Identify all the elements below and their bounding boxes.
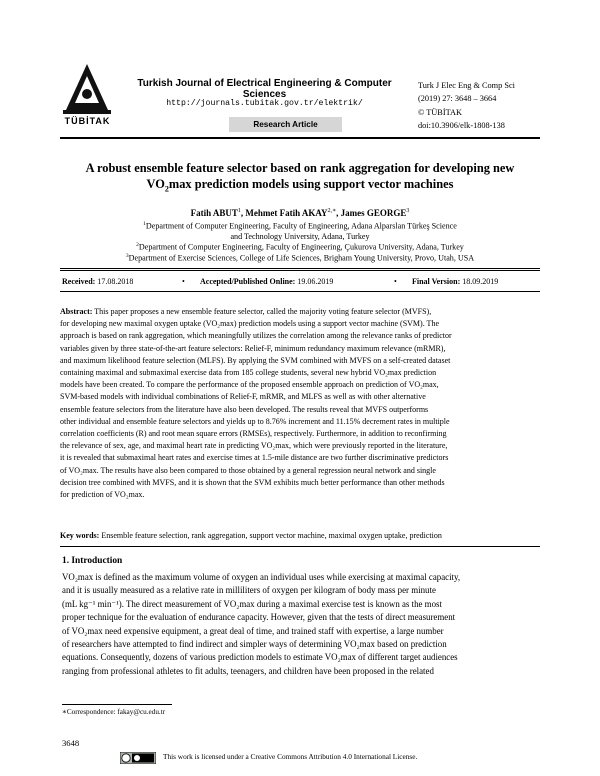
- body-line: and it is usually measured as a relative rate in milliliters of oxygen per kilogram of body mass per minute: [62, 585, 436, 596]
- body-line: of researchers have attempted to find indirect and simpler ways of determining VO₂max based on prediction: [62, 639, 447, 650]
- body-line: ranging from professional athletes to fit adults, teenagers, and children have been proposed in the related: [62, 665, 434, 676]
- citation: Turk J Elec Eng & Comp Sci: [418, 81, 515, 90]
- doi[interactable]: doi:10.3906/elk-1808-138: [418, 120, 505, 130]
- abstract-line: approach is based on rank aggregation, which meaningfully utilizes the correlation among the relevance ranks of predictor: [60, 331, 452, 341]
- dates-rule-bottom: [60, 291, 540, 292]
- volume-pages: (2019) 27: 3648 – 3664: [418, 94, 497, 104]
- accepted-date: Accepted/Published Online: 19.06.2019: [200, 277, 334, 286]
- abstract-line: models have been created. To compare the performance of the proposed ensemble approach on prediction of VO₂max,: [60, 380, 439, 390]
- keywords-rule: [60, 546, 540, 547]
- title-line-1: A robust ensemble feature selector based on rank aggregation for developing new: [85, 161, 515, 175]
- abstract-line: it is revealed that submaximal heart rates and exercise times at 1.5-mile distance are two further discriminative predictors: [60, 453, 449, 463]
- section-heading: 1. Introduction: [62, 556, 123, 566]
- affiliation-3: $^3$Department of Exercise Sciences, College of Life Sciences, Brigham Young University, Provo, Utah, USA: [125, 253, 475, 263]
- dates-rule-top-2: [60, 270, 540, 271]
- author-name: James GEORGE: [340, 208, 407, 218]
- body-line: proper technique for the evaluation of endurance capacity. However, given that the tests of direct measurement: [62, 612, 456, 623]
- publication-info: [418, 79, 568, 132]
- abstract-line: other individual and ensemble feature selectors and yields up to 8.76% increment and 11.15% decrement rates in multiple: [60, 416, 450, 426]
- affiliation-1: $^1$Department of Computer Engineering, Faculty of Engineering, Adana Alparslan Türkeş Science and Technology University, Adana, Turkey: [143, 221, 457, 241]
- intro-body: [62, 571, 540, 678]
- abstract-line: SVM-based models with individual combinations of Relief-F, mRMR, and MLFS as well as with other alternative: [60, 392, 426, 402]
- journal-name: Turkish Journal of Electrical Engineering & Computer Sciences: [137, 78, 392, 100]
- abstract-line: and maximum likelihood feature selection (MLFS). By applying the SVM combined with MVFS on a self-created dataset: [60, 355, 451, 365]
- author-list: Fatih ABUT$^1$, Mehmet Fatih $AKAY^{2,∗}$, James GEORGE$^3$: [190, 208, 410, 218]
- author-name: Fatih ABUT: [190, 208, 238, 218]
- affiliation-2: $^2$Department of Computer Engineering, Faculty of Engineering, Çukurova University, Adana, Turkey: [136, 242, 464, 252]
- final-version-date: Final Version: 18.09.2019: [412, 277, 499, 286]
- abstract: [60, 306, 540, 501]
- date-separator: •: [182, 277, 185, 286]
- creative-commons-icon: [120, 752, 156, 764]
- body-line: equations. Consequently, dozens of various prediction models to estimate VO₂max of different target audiences: [62, 652, 458, 663]
- logo-text: TÜBİTAK: [64, 116, 111, 126]
- paper-title: [58, 160, 542, 197]
- tubitak-logo: [60, 56, 115, 131]
- article-type-badge: Research Article: [229, 117, 342, 132]
- abstract-line: the relevance of sex, age, and maximal heart rate in predicting VO₂max, which were previously reported in the literature,: [60, 441, 448, 451]
- keywords: Key words: Ensemble feature selection, rank aggregation, support vector machine, maximal oxygen uptake, prediction: [60, 531, 442, 540]
- abstract-line: decision tree combined with MVFS, and it is shown that the SVM exhibits much better performance than other methods: [60, 477, 445, 487]
- abstract-line: variables given by three state-of-the-art feature selectors: Relief-F, minimum redundancy maximum relevance (mRMR),: [60, 343, 446, 353]
- copyright: © TÜBİTAK: [418, 107, 462, 117]
- abstract-line: for developing new maximal oxygen uptake (VO₂max) prediction models using a support vector machine (SVM). The: [60, 319, 439, 329]
- author-name: Mehmet Fatih AKAY: [245, 208, 328, 218]
- abstract-line: for prediction of VO₂max.: [60, 490, 145, 500]
- footnote-rule: [62, 704, 172, 705]
- journal-url[interactable]: http://journals.tubitak.gov.tr/elektrik/: [166, 99, 363, 108]
- received-date: Received: 17.08.2018: [62, 277, 134, 286]
- title-line-2: $VO_2\max$ prediction models using support vector machines: [146, 177, 454, 194]
- license-text[interactable]: This work is licensed under a Creative Commons Attribution 4.0 International License.: [163, 752, 418, 761]
- abstract-line: containing maximal and submaximal exercise data from 185 college students, several new hybrid VO₂max prediction: [60, 368, 437, 378]
- abstract-line: correlation coefficients (R) and root mean square errors (RMSEs), respectively. Furthermore, in addition to reconfirming: [60, 429, 447, 439]
- correspondence-footnote: ∗Correspondence: fakay@cu.edu.tr: [62, 708, 166, 716]
- dates-rule-top: [60, 268, 540, 269]
- header-rule: [60, 137, 540, 139]
- abstract-line: of VO₂max. The results have also been compared to those obtained by a general regression neural network and single: [60, 465, 436, 475]
- body-line: (mL kg⁻¹ min⁻¹). The direct measurement of VO₂max during a maximal exercise test is known as the most: [62, 598, 442, 609]
- page-number: 3648: [62, 738, 80, 748]
- body-line: VO₂max is defined as the maximum volume of oxygen an individual uses while exercising at maximal capacity,: [62, 572, 461, 582]
- abstract-line: Abstract: This paper proposes a new ensemble feature selector, called the majority voting feature selector (MVFS),: [60, 307, 432, 316]
- cc-license-badge[interactable]: [120, 751, 156, 763]
- body-line: of VO₂max need expensive equipment, a great deal of time, and trained staff with expertise, a large number: [62, 625, 444, 636]
- date-separator: •: [394, 277, 397, 286]
- abstract-line: ensemble feature selectors from the literature have also been developed. The results reveal that MVFS outperforms: [60, 404, 429, 414]
